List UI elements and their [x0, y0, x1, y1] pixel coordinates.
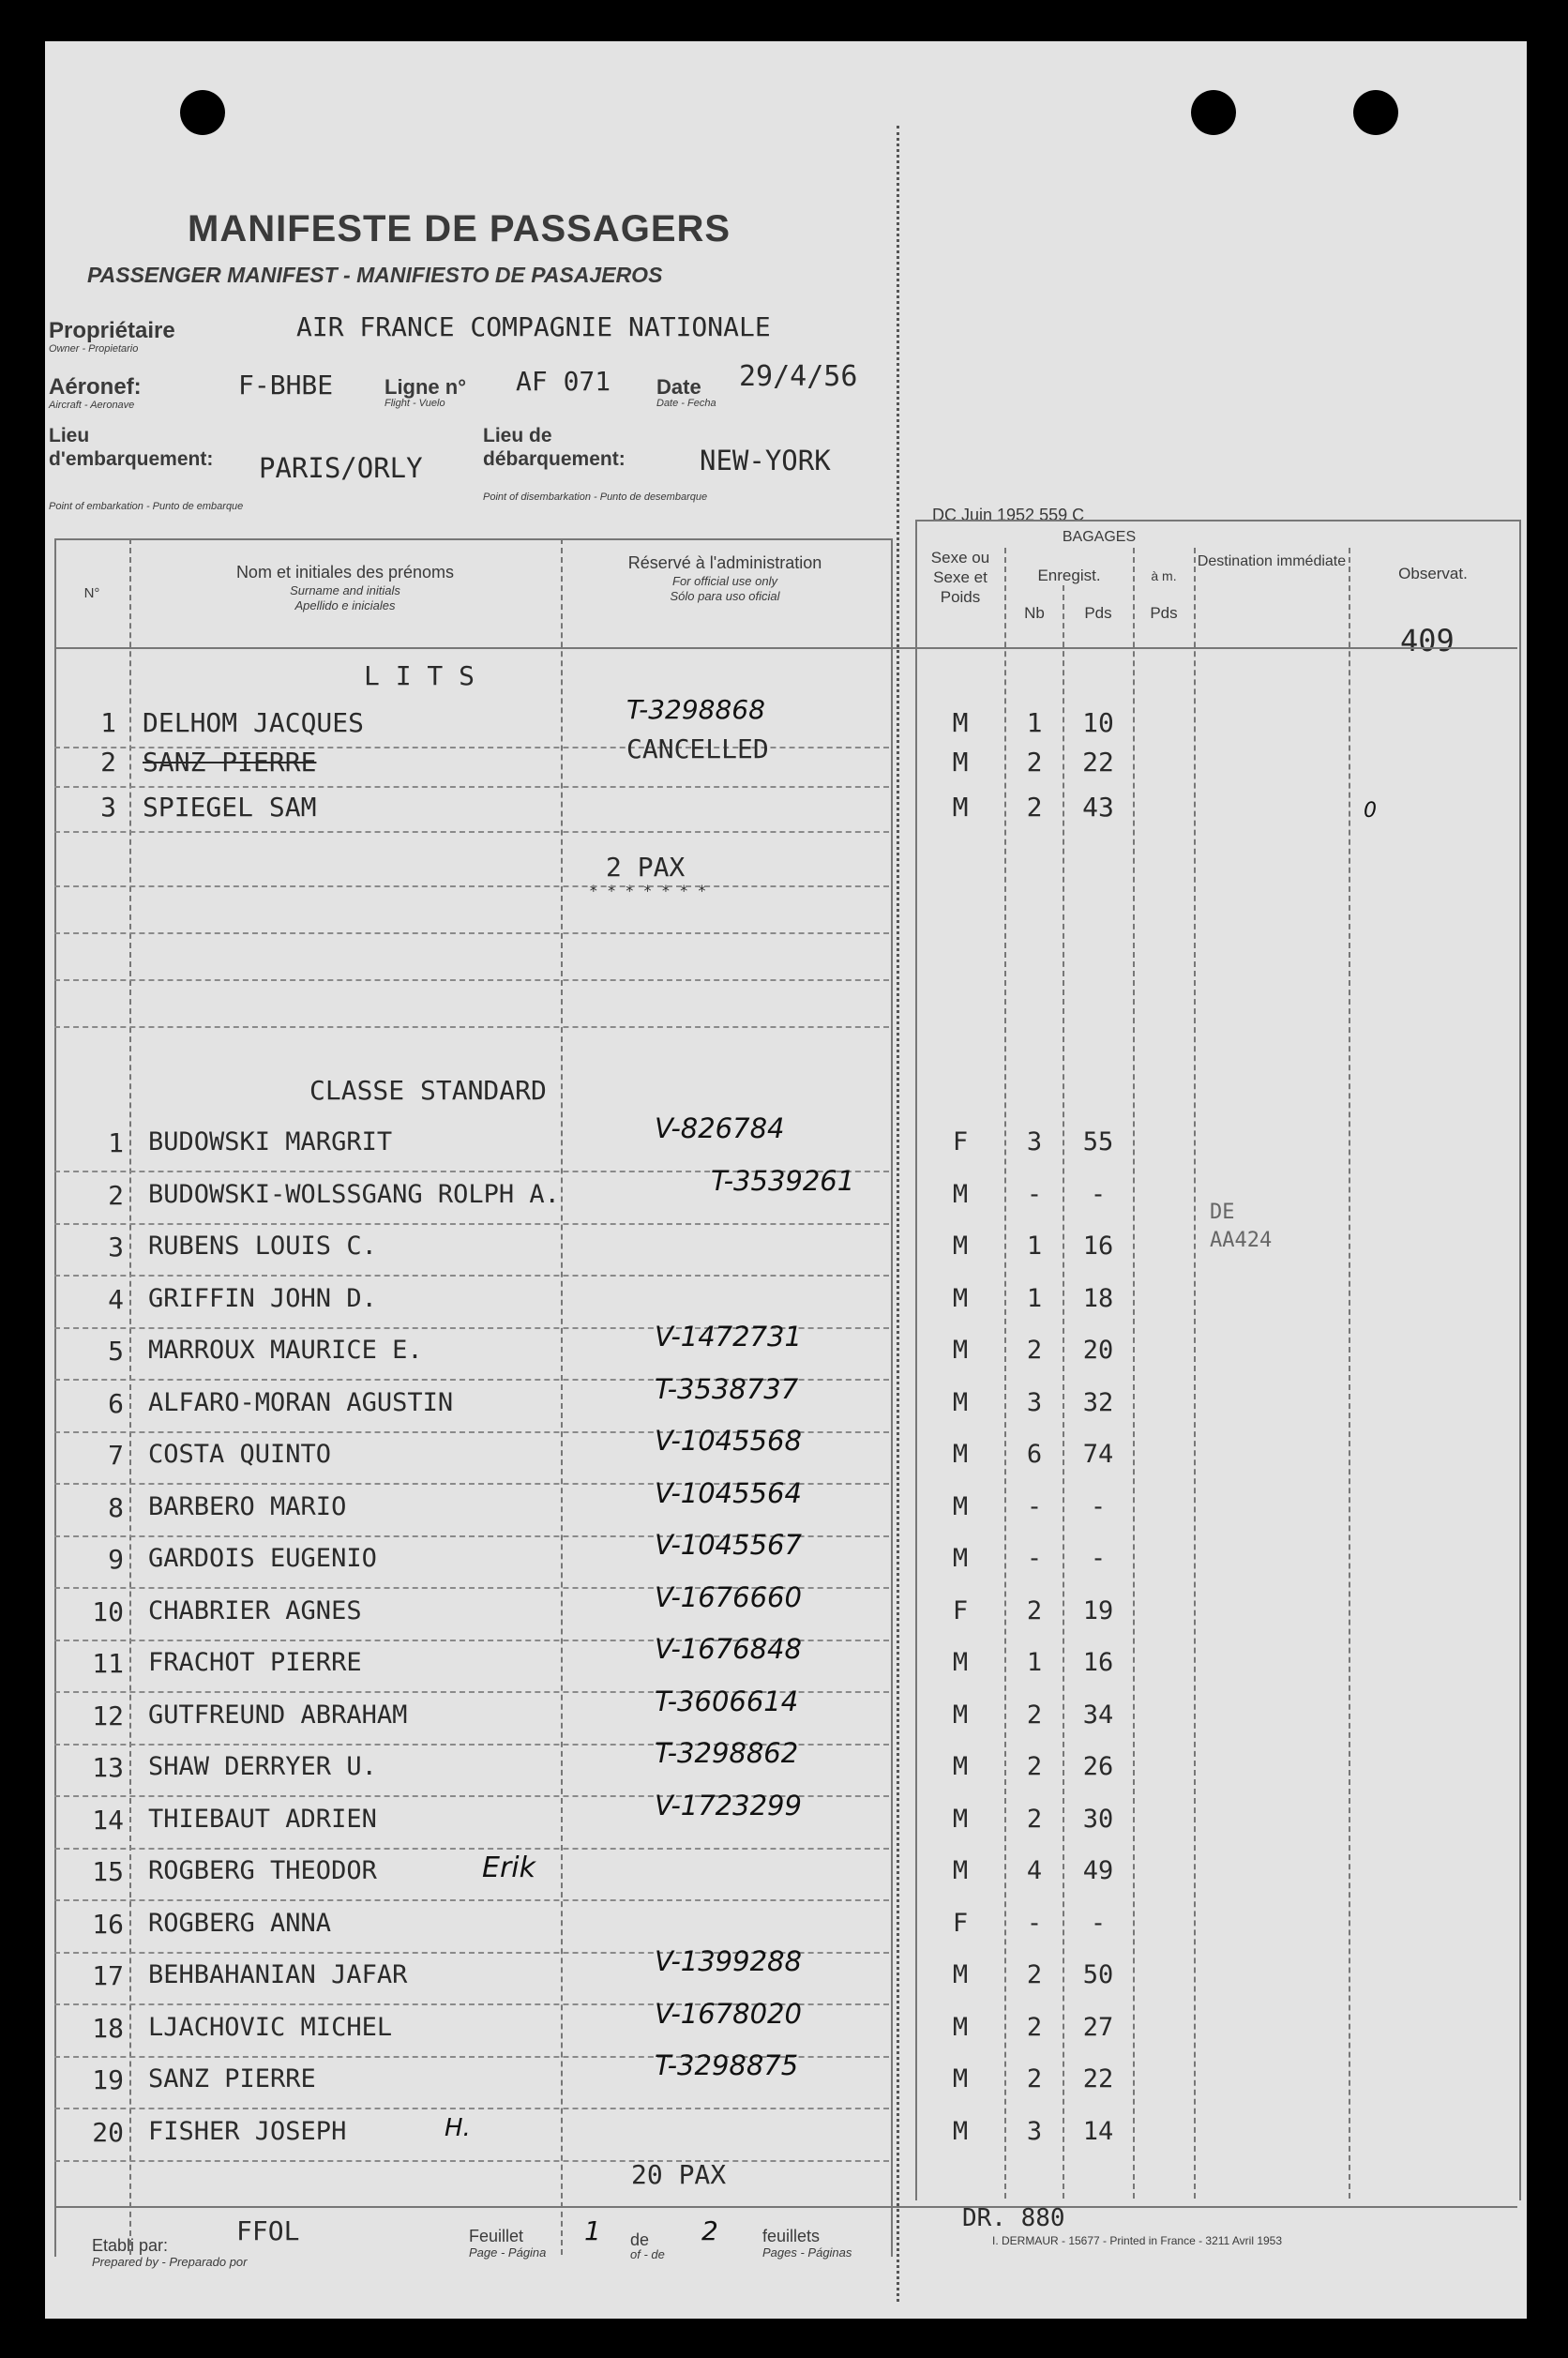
- sex-cell: M: [952, 1752, 969, 1781]
- ticket-number: V-1045568: [655, 1425, 802, 1457]
- baggage-weight: 32: [1082, 1388, 1114, 1417]
- row-rule: [54, 2160, 889, 2162]
- row-number: 11: [92, 1648, 124, 1679]
- baggage-count: 1: [1026, 707, 1043, 738]
- col-hand: à m.: [1151, 568, 1177, 583]
- sex-cell: M: [952, 1805, 969, 1834]
- destination-note: AA424: [1210, 1229, 1273, 1252]
- passenger-name: MARROUX MAURICE E.: [148, 1336, 423, 1365]
- ticket-number: V-1676660: [655, 1581, 802, 1613]
- baggage-weight: 22: [1082, 2064, 1114, 2093]
- row-number: 2: [100, 747, 116, 778]
- passenger-name: LJACHOVIC MICHEL: [148, 2013, 393, 2042]
- sex-cell: M: [952, 1336, 969, 1365]
- ticket-number: T-3298862: [655, 1737, 799, 1769]
- baggage-weight: 10: [1082, 707, 1114, 738]
- row-rule: [54, 1026, 889, 1028]
- baggage-count: 1: [1026, 1232, 1043, 1261]
- row-number: 1: [100, 707, 116, 738]
- passenger-name: DELHOM JACQUES: [143, 707, 365, 738]
- baggage-count: 2: [1026, 792, 1043, 823]
- baggage-count: 2: [1026, 2064, 1043, 2093]
- ticket-number: T-3606614: [655, 1685, 799, 1717]
- baggage-count: -: [1026, 1909, 1043, 1938]
- passenger-name: SANZ PIERRE: [143, 747, 317, 778]
- sex-cell: F: [952, 1909, 969, 1938]
- passenger-name: GRIFFIN JOHN D.: [148, 1284, 377, 1313]
- row-number: 4: [108, 1284, 124, 1315]
- passenger-name: ALFARO-MORAN AGUSTIN: [148, 1388, 454, 1417]
- ticket-number: V-1045564: [655, 1477, 802, 1509]
- aircraft-label: Aéronef:: [49, 374, 142, 400]
- passenger-name: FISHER JOSEPH: [148, 2117, 347, 2146]
- lits-stars: * * * * * * *: [589, 882, 707, 899]
- baggage-weight: 20: [1082, 1336, 1114, 1365]
- passenger-name: SHAW DERRYER U.: [148, 1752, 377, 1781]
- passenger-name: CHABRIER AGNES: [148, 1596, 362, 1625]
- col-destination: Destination immédiate: [1197, 553, 1347, 569]
- baggage-weight: 18: [1082, 1284, 1114, 1313]
- col-admin-sub2: Sólo para uso oficial: [670, 589, 780, 603]
- col-name: Nom et initiales des prénoms: [235, 563, 455, 582]
- sex-cell: F: [952, 1596, 969, 1625]
- sex-cell: M: [952, 2064, 969, 2093]
- col-name-sub2: Apellido e iniciales: [294, 598, 396, 612]
- manifest-title: MANIFESTE DE PASSAGERS: [188, 208, 731, 249]
- baggage-weight: 19: [1082, 1596, 1114, 1625]
- passenger-name: THIEBAUT ADRIEN: [148, 1805, 377, 1834]
- lits-observation: 0: [1364, 799, 1377, 823]
- col-observations: Observat.: [1398, 565, 1468, 582]
- baggage-count: -: [1026, 1180, 1043, 1209]
- passenger-name: BEHBAHANIAN JAFAR: [148, 1960, 408, 1989]
- sex-cell: M: [952, 707, 969, 738]
- baggage-count: 2: [1026, 1336, 1043, 1365]
- sex-cell: M: [952, 747, 969, 778]
- sex-cell: M: [952, 792, 969, 823]
- prepared-label: Etabli par:: [92, 2236, 169, 2255]
- baggage-count: 3: [1026, 1388, 1043, 1417]
- passenger-name: BUDOWSKI MARGRIT: [148, 1127, 393, 1156]
- of-sub: of - de: [630, 2247, 665, 2261]
- passenger-name: FRACHOT PIERRE: [148, 1648, 362, 1677]
- printer-note: I. DERMAUR - 15677 - Printed in France - 3211 Avril 1953: [992, 2234, 1283, 2247]
- sex-cell: M: [952, 1232, 969, 1261]
- lits-label: L I T S: [364, 660, 475, 691]
- aircraft-sub: Aircraft - Aeronave: [49, 400, 135, 411]
- passenger-name: GARDOIS EUGENIO: [148, 1544, 377, 1573]
- baggage-weight: 16: [1082, 1648, 1114, 1677]
- row-number: 13: [92, 1752, 124, 1783]
- embark-value: PARIS/ORLY: [259, 452, 423, 484]
- disembark-label: Lieu de débarquement:: [483, 425, 626, 470]
- baggage-weight: -: [1090, 1909, 1107, 1938]
- sex-cell: M: [952, 2117, 969, 2146]
- column-divider: [129, 538, 131, 2255]
- row-number: 2: [108, 1180, 124, 1211]
- owner-label: Propriétaire: [49, 318, 175, 343]
- row-rule: [54, 786, 889, 788]
- column-divider: [1194, 548, 1196, 2199]
- row-number: 3: [108, 1232, 124, 1262]
- flight-label: Ligne n°: [384, 375, 467, 399]
- baggage-weight: 34: [1082, 1700, 1114, 1730]
- disembark-sub: Point of disembarkation - Punto de desembarque: [483, 491, 708, 503]
- sex-cell: F: [952, 1127, 969, 1156]
- row-number: 6: [108, 1388, 124, 1419]
- sex-cell: M: [952, 2013, 969, 2042]
- col-admin: Réservé à l'administration: [627, 553, 822, 572]
- baggage-count: 2: [1026, 747, 1043, 778]
- baggage-count: 2: [1026, 2013, 1043, 2042]
- col-hand-pds: Pds: [1150, 604, 1178, 622]
- lits-count: 2 PAX: [606, 852, 686, 883]
- ticket-number: CANCELLED: [626, 733, 769, 764]
- ticket-number: V-1472731: [655, 1321, 802, 1353]
- row-number: 12: [92, 1700, 124, 1731]
- sheet-sub: Page - Página: [469, 2245, 547, 2260]
- row-number: 8: [108, 1492, 124, 1523]
- sheet-num: 1: [584, 2215, 601, 2246]
- erik-note: Erik: [482, 1852, 535, 1884]
- row-rule: [54, 2108, 889, 2109]
- ticket-number: V-1678020: [655, 1998, 802, 2030]
- owner-sub: Owner - Propietario: [49, 343, 139, 355]
- row-number: 17: [92, 1960, 124, 1991]
- sex-cell: M: [952, 1440, 969, 1469]
- sex-cell: M: [952, 1648, 969, 1677]
- baggage-weight: 43: [1082, 792, 1114, 823]
- baggage-count: -: [1026, 1492, 1043, 1521]
- row-rule: [54, 885, 889, 887]
- destination-note: DE: [1210, 1201, 1235, 1224]
- baggage-count: 1: [1026, 1284, 1043, 1313]
- embark-label: Lieu d'embarquement:: [49, 425, 214, 470]
- ticket-number: T-3298875: [655, 2049, 799, 2081]
- ticket-number: T-3538737: [655, 1373, 799, 1405]
- row-rule: [54, 932, 889, 934]
- row-number: 1: [108, 1127, 124, 1158]
- ticket-number: V-1045567: [655, 1529, 802, 1561]
- baggage-weight: -: [1090, 1180, 1107, 1209]
- row-rule: [54, 979, 889, 981]
- disembark-value: NEW-YORK: [700, 445, 831, 476]
- punch-hole: [1191, 90, 1236, 135]
- passenger-name: GUTFREUND ABRAHAM: [148, 1700, 408, 1730]
- row-number: 18: [92, 2013, 124, 2044]
- baggage-count: 2: [1026, 1596, 1043, 1625]
- baggage-weight: 27: [1082, 2013, 1114, 2042]
- standard-label: CLASSE STANDARD: [309, 1075, 547, 1106]
- baggage-weight: 22: [1082, 747, 1114, 778]
- passenger-name: SANZ PIERRE: [148, 2064, 316, 2093]
- row-number: 7: [108, 1440, 124, 1471]
- row-rule: [54, 1223, 889, 1225]
- col-nb: Nb: [1024, 604, 1045, 622]
- sheets-sub: Pages - Páginas: [762, 2245, 852, 2260]
- sex-cell: M: [952, 1700, 969, 1730]
- sheet-label: Feuillet: [469, 2227, 524, 2245]
- row-number: 10: [92, 1596, 124, 1627]
- row-rule: [54, 1275, 889, 1277]
- form-number: DR. 880: [962, 2204, 1065, 2232]
- of-label: de: [630, 2230, 650, 2249]
- h-initial: H.: [445, 2114, 471, 2142]
- column-divider: [561, 538, 563, 2255]
- passenger-name: SPIEGEL SAM: [143, 792, 317, 823]
- passenger-name: ROGBERG ANNA: [148, 1909, 332, 1938]
- sex-cell: M: [952, 1180, 969, 1209]
- baggage-weight: 49: [1082, 1856, 1114, 1885]
- row-number: 3: [100, 792, 116, 823]
- ticket-number: V-1399288: [655, 1945, 802, 1977]
- form-ref: DC Juin 1952 559 C: [932, 506, 1085, 524]
- baggage-count: 1: [1026, 1648, 1043, 1677]
- passenger-name: BUDOWSKI-WOLSSGANG ROLPH A.: [148, 1180, 560, 1209]
- row-rule: [54, 1899, 889, 1901]
- baggage-weight: 14: [1082, 2117, 1114, 2146]
- manifest-subtitle: PASSENGER MANIFEST - MANIFIESTO DE PASAJEROS: [87, 263, 663, 287]
- sheets-label: feuillets: [762, 2227, 821, 2245]
- owner-value: AIR FRANCE COMPAGNIE NATIONALE: [296, 311, 771, 342]
- embark-sub: Point of embarkation - Punto de embarque: [49, 501, 244, 512]
- flight-sub: Flight - Vuelo: [384, 398, 445, 409]
- baggage-weight: 16: [1082, 1232, 1114, 1261]
- baggage-count: -: [1026, 1544, 1043, 1573]
- baggage-count: 2: [1026, 1700, 1043, 1730]
- col-admin-sub1: For official use only: [672, 574, 777, 588]
- ticket-number: T-3298868: [626, 694, 765, 725]
- baggage-weight: -: [1090, 1544, 1107, 1573]
- row-rule: [54, 1848, 889, 1850]
- header-rule: [54, 647, 1517, 649]
- sheet-code: 409: [1400, 623, 1455, 658]
- sex-cell: M: [952, 1492, 969, 1521]
- col-pds: Pds: [1084, 604, 1112, 622]
- punch-hole: [180, 90, 225, 135]
- sex-cell: M: [952, 1856, 969, 1885]
- ticket-number: V-1723299: [655, 1790, 802, 1821]
- baggage-count: 3: [1026, 1127, 1043, 1156]
- row-number: 9: [108, 1544, 124, 1575]
- col-name-sub1: Surname and initials: [290, 583, 400, 597]
- column-divider: [1004, 548, 1006, 2199]
- baggage-weight: 74: [1082, 1440, 1114, 1469]
- passenger-name: COSTA QUINTO: [148, 1440, 332, 1469]
- fold-line: [897, 126, 899, 2302]
- column-divider: [1063, 585, 1064, 2199]
- punch-hole: [1353, 90, 1398, 135]
- row-number: 15: [92, 1856, 124, 1887]
- passenger-name: RUBENS LOUIS C.: [148, 1232, 377, 1261]
- row-number: 5: [108, 1336, 124, 1367]
- column-divider: [1349, 548, 1350, 2199]
- passenger-name: ROGBERG THEODOR: [148, 1856, 377, 1885]
- standard-count: 20 PAX: [631, 2159, 727, 2190]
- passenger-name: BARBERO MARIO: [148, 1492, 347, 1521]
- baggage-weight: 50: [1082, 1960, 1114, 1989]
- baggage-count: 2: [1026, 1960, 1043, 1989]
- row-rule: [54, 831, 889, 833]
- footer-rule: [54, 2206, 1517, 2208]
- baggage-count: 6: [1026, 1440, 1043, 1469]
- ticket-number: V-1676848: [655, 1633, 802, 1665]
- prepared-value: FFOL: [236, 2215, 300, 2246]
- row-number: 14: [92, 1805, 124, 1836]
- row-number: 16: [92, 1909, 124, 1940]
- baggage-count: 4: [1026, 1856, 1043, 1885]
- baggage-weight: 30: [1082, 1805, 1114, 1834]
- sex-cell: M: [952, 1388, 969, 1417]
- flight-value: AF 071: [516, 366, 611, 397]
- col-registered: Enregist.: [1037, 567, 1101, 584]
- baggage-count: 2: [1026, 1752, 1043, 1781]
- row-number: 20: [92, 2117, 124, 2148]
- col-sex: Sexe ou Sexe et Poids: [930, 549, 990, 606]
- sex-cell: M: [952, 1960, 969, 1989]
- col-baggage: BAGAGES: [1062, 529, 1137, 545]
- manifest-sheet: [45, 41, 1527, 2319]
- row-number: 19: [92, 2064, 124, 2095]
- sheet-total: 2: [701, 2215, 718, 2246]
- baggage-count: 2: [1026, 1805, 1043, 1834]
- sex-cell: M: [952, 1284, 969, 1313]
- col-no: N°: [83, 585, 100, 601]
- ticket-number: V-826784: [655, 1112, 785, 1144]
- aircraft-value: F-BHBE: [238, 370, 334, 401]
- date-sub: Date - Fecha: [656, 398, 716, 409]
- ticket-number: T-3539261: [711, 1165, 855, 1197]
- date-value: 29/4/56: [739, 360, 858, 393]
- baggage-weight: -: [1090, 1492, 1107, 1521]
- prepared-sub: Prepared by - Preparado por: [92, 2255, 248, 2269]
- baggage-weight: 55: [1082, 1127, 1114, 1156]
- date-label: Date: [656, 375, 701, 399]
- column-divider: [1133, 548, 1135, 2199]
- sex-cell: M: [952, 1544, 969, 1573]
- baggage-weight: 26: [1082, 1752, 1114, 1781]
- baggage-count: 3: [1026, 2117, 1043, 2146]
